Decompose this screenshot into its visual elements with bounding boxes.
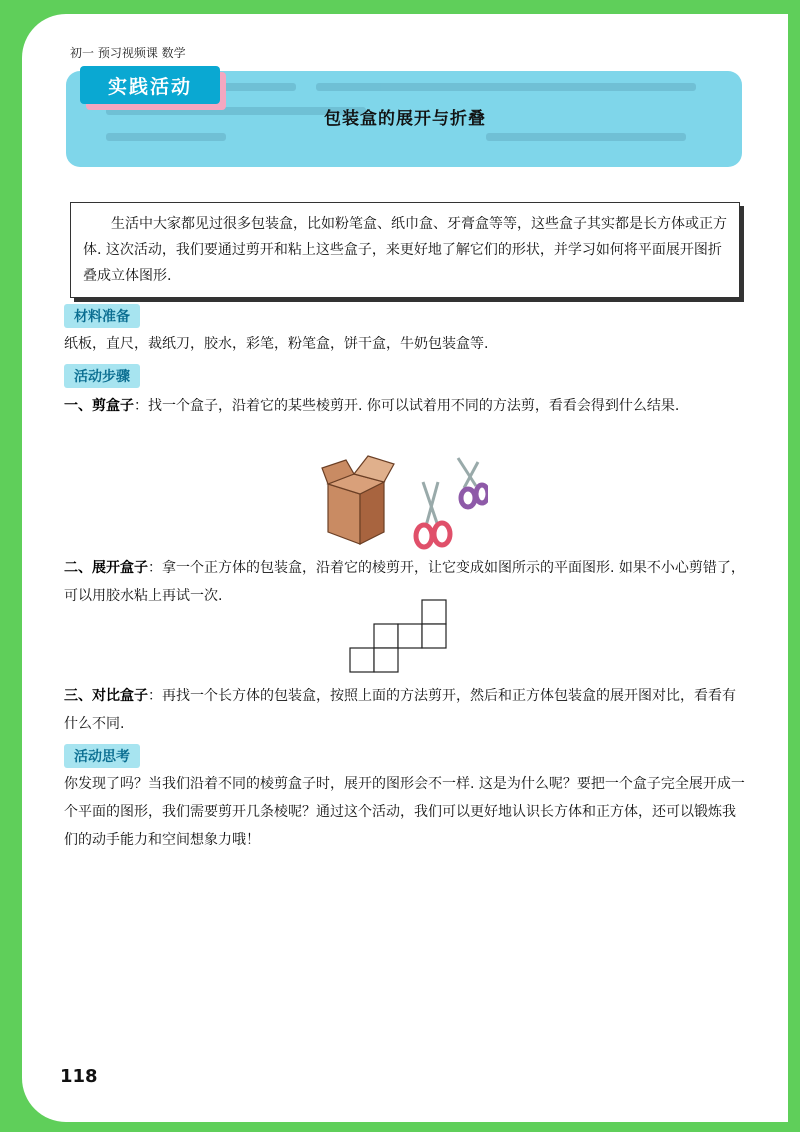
net-square-2 bbox=[374, 624, 398, 648]
step-one-label: 一、剪盒子 bbox=[64, 398, 134, 414]
net-square-4 bbox=[422, 624, 446, 648]
step-three bbox=[64, 682, 748, 738]
net-square-5 bbox=[350, 648, 374, 672]
scissors-purple-icon bbox=[458, 458, 488, 507]
cardboard-box-icon bbox=[322, 456, 394, 544]
step-one-text: ：找一个盒子，沿着它的某些棱剪开. 你可以试着用不同的方法剪，看看会得到什么结果. bbox=[134, 398, 680, 414]
thinking-heading: 活动思考 bbox=[64, 744, 140, 768]
step-three-text: ：再找一个长方体的包装盒，按照上面的方法剪开，然后和正方体包装盒的展开图对比，看看有什么不同. bbox=[64, 688, 736, 732]
page-title: 包装盒的展开与折叠 bbox=[324, 109, 486, 129]
net-square-6 bbox=[374, 648, 398, 672]
step-one bbox=[64, 392, 748, 420]
step-three-label: 三、对比盒子 bbox=[64, 688, 148, 704]
step-two-text: ：拿一个正方体的包装盒，沿着它的棱剪开，让它变成如图所示的平面图形. 如果不小心剪错了，可以用胶水粘上再试一次. bbox=[64, 560, 745, 604]
running-header: 初一 预习视频课 数学 bbox=[70, 46, 186, 60]
net-square-1 bbox=[422, 600, 446, 624]
step-two-label: 二、展开盒子 bbox=[64, 560, 148, 576]
scissors-red-icon bbox=[416, 482, 450, 547]
activity-badge: 实践活动 bbox=[80, 66, 220, 104]
materials-heading: 材料准备 bbox=[64, 304, 140, 328]
textbook-page bbox=[22, 14, 788, 1122]
page-number: 118 bbox=[60, 1066, 98, 1087]
box-scissors-illustration bbox=[318, 454, 488, 554]
materials-text: 纸板，直尺，裁纸刀，胶水，彩笔，粉笔盒，饼干盒，牛奶包装盒等. bbox=[64, 336, 489, 352]
net-square-3 bbox=[398, 624, 422, 648]
intro-text: 生活中大家都见过很多包装盒，比如粉笔盒、纸巾盒、牙膏盒等等，这些盒子其实都是长方体或正方体. 这次活动，我们要通过剪开和粘上这些盒子，来更好地了解它们的形状，并学习如何将平面展开图折叠成立体图形. bbox=[83, 216, 727, 284]
steps-heading: 活动步骤 bbox=[64, 364, 140, 388]
intro-box bbox=[70, 202, 740, 298]
thinking-text: 你发现了吗？当我们沿着不同的棱剪盒子时，展开的图形会不一样. 这是为什么呢？要把一个盒子完全展开成一个平面的图形，我们需要剪开几条棱呢？通过这个活动，我们可以更好地认识长方体和正方体，还可以锻炼我们的动手能力和空间想象力哦！ bbox=[64, 776, 745, 848]
cube-net-diagram bbox=[348, 598, 448, 678]
